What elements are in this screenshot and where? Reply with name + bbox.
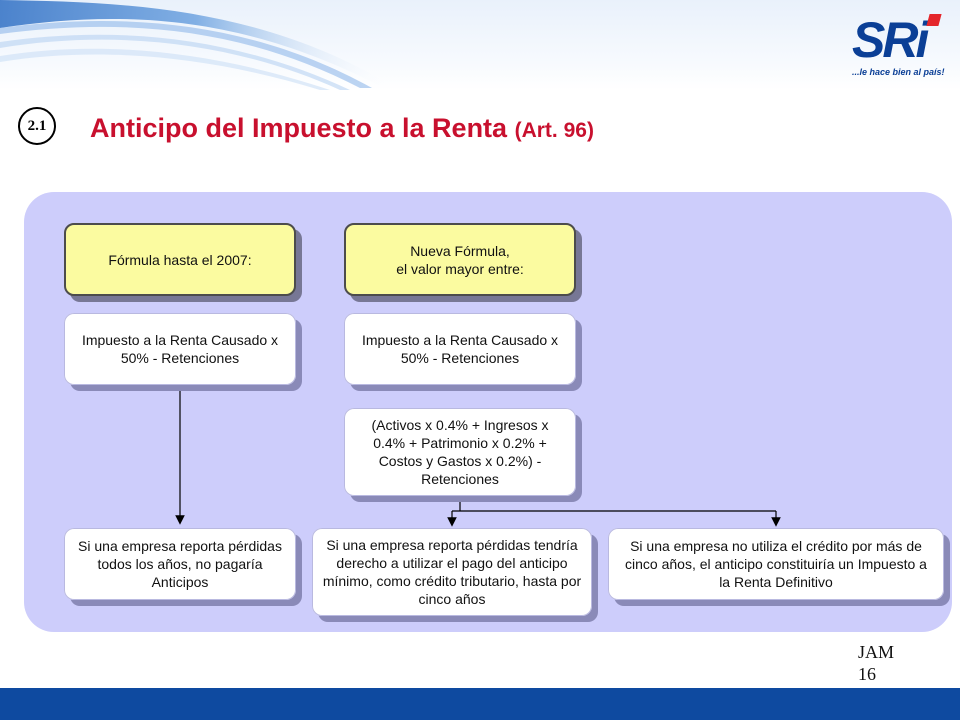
sri-logo: SRi [852, 12, 927, 68]
section-badge: 2.1 [18, 107, 56, 145]
right-calc1-box [344, 313, 576, 385]
formula-2007-label: Fórmula hasta el 2007: [108, 251, 252, 268]
title-article: (Art. 96) [514, 119, 594, 142]
right-calc2-text: (Activos x 0.4% + Ingresos x 0.4% + Patrimonio x 0.2% + Costos y Gastos x 0.2%) - Retenciones [371, 417, 549, 487]
nueva-formula-box [344, 223, 576, 296]
nueva-formula-line1: Nueva Fórmula, [410, 242, 510, 259]
result-middle-box [312, 528, 592, 616]
right-calc1-text: Impuesto a la Renta Causado x 50% - Retenciones [361, 332, 559, 366]
right-calc2-box [344, 408, 576, 496]
result-middle-text: Si una empresa reporta pérdidas tendría derecho a utilizar el pago del anticipo mínimo, como crédito tributario, hasta por cinco años [322, 537, 582, 607]
logo-tagline: ...le hace bien al país! [852, 67, 945, 77]
result-right-box [608, 528, 944, 600]
left-calc-box [64, 313, 296, 385]
left-calc-text: Impuesto a la Renta Causado x 50% - Retenciones [81, 332, 279, 366]
title-main: Anticipo del Impuesto a la Renta [90, 113, 508, 143]
formula-2007-box [64, 223, 296, 296]
slide-footer-note [858, 641, 894, 685]
footer-author: JAM [858, 642, 895, 662]
result-left-box [64, 528, 296, 600]
result-right-text: Si una empresa no utiliza el crédito por más de cinco años, el anticipo constituiría un Impuesto a la Renta Definitivo [625, 538, 927, 590]
nueva-formula-line2: el valor mayor entre: [396, 260, 524, 277]
footer-page-number: 16 [858, 664, 876, 684]
footer-bar [0, 688, 960, 720]
result-left-text: Si una empresa reporta pérdidas todos los años, no pagaría Anticipos [78, 538, 282, 590]
